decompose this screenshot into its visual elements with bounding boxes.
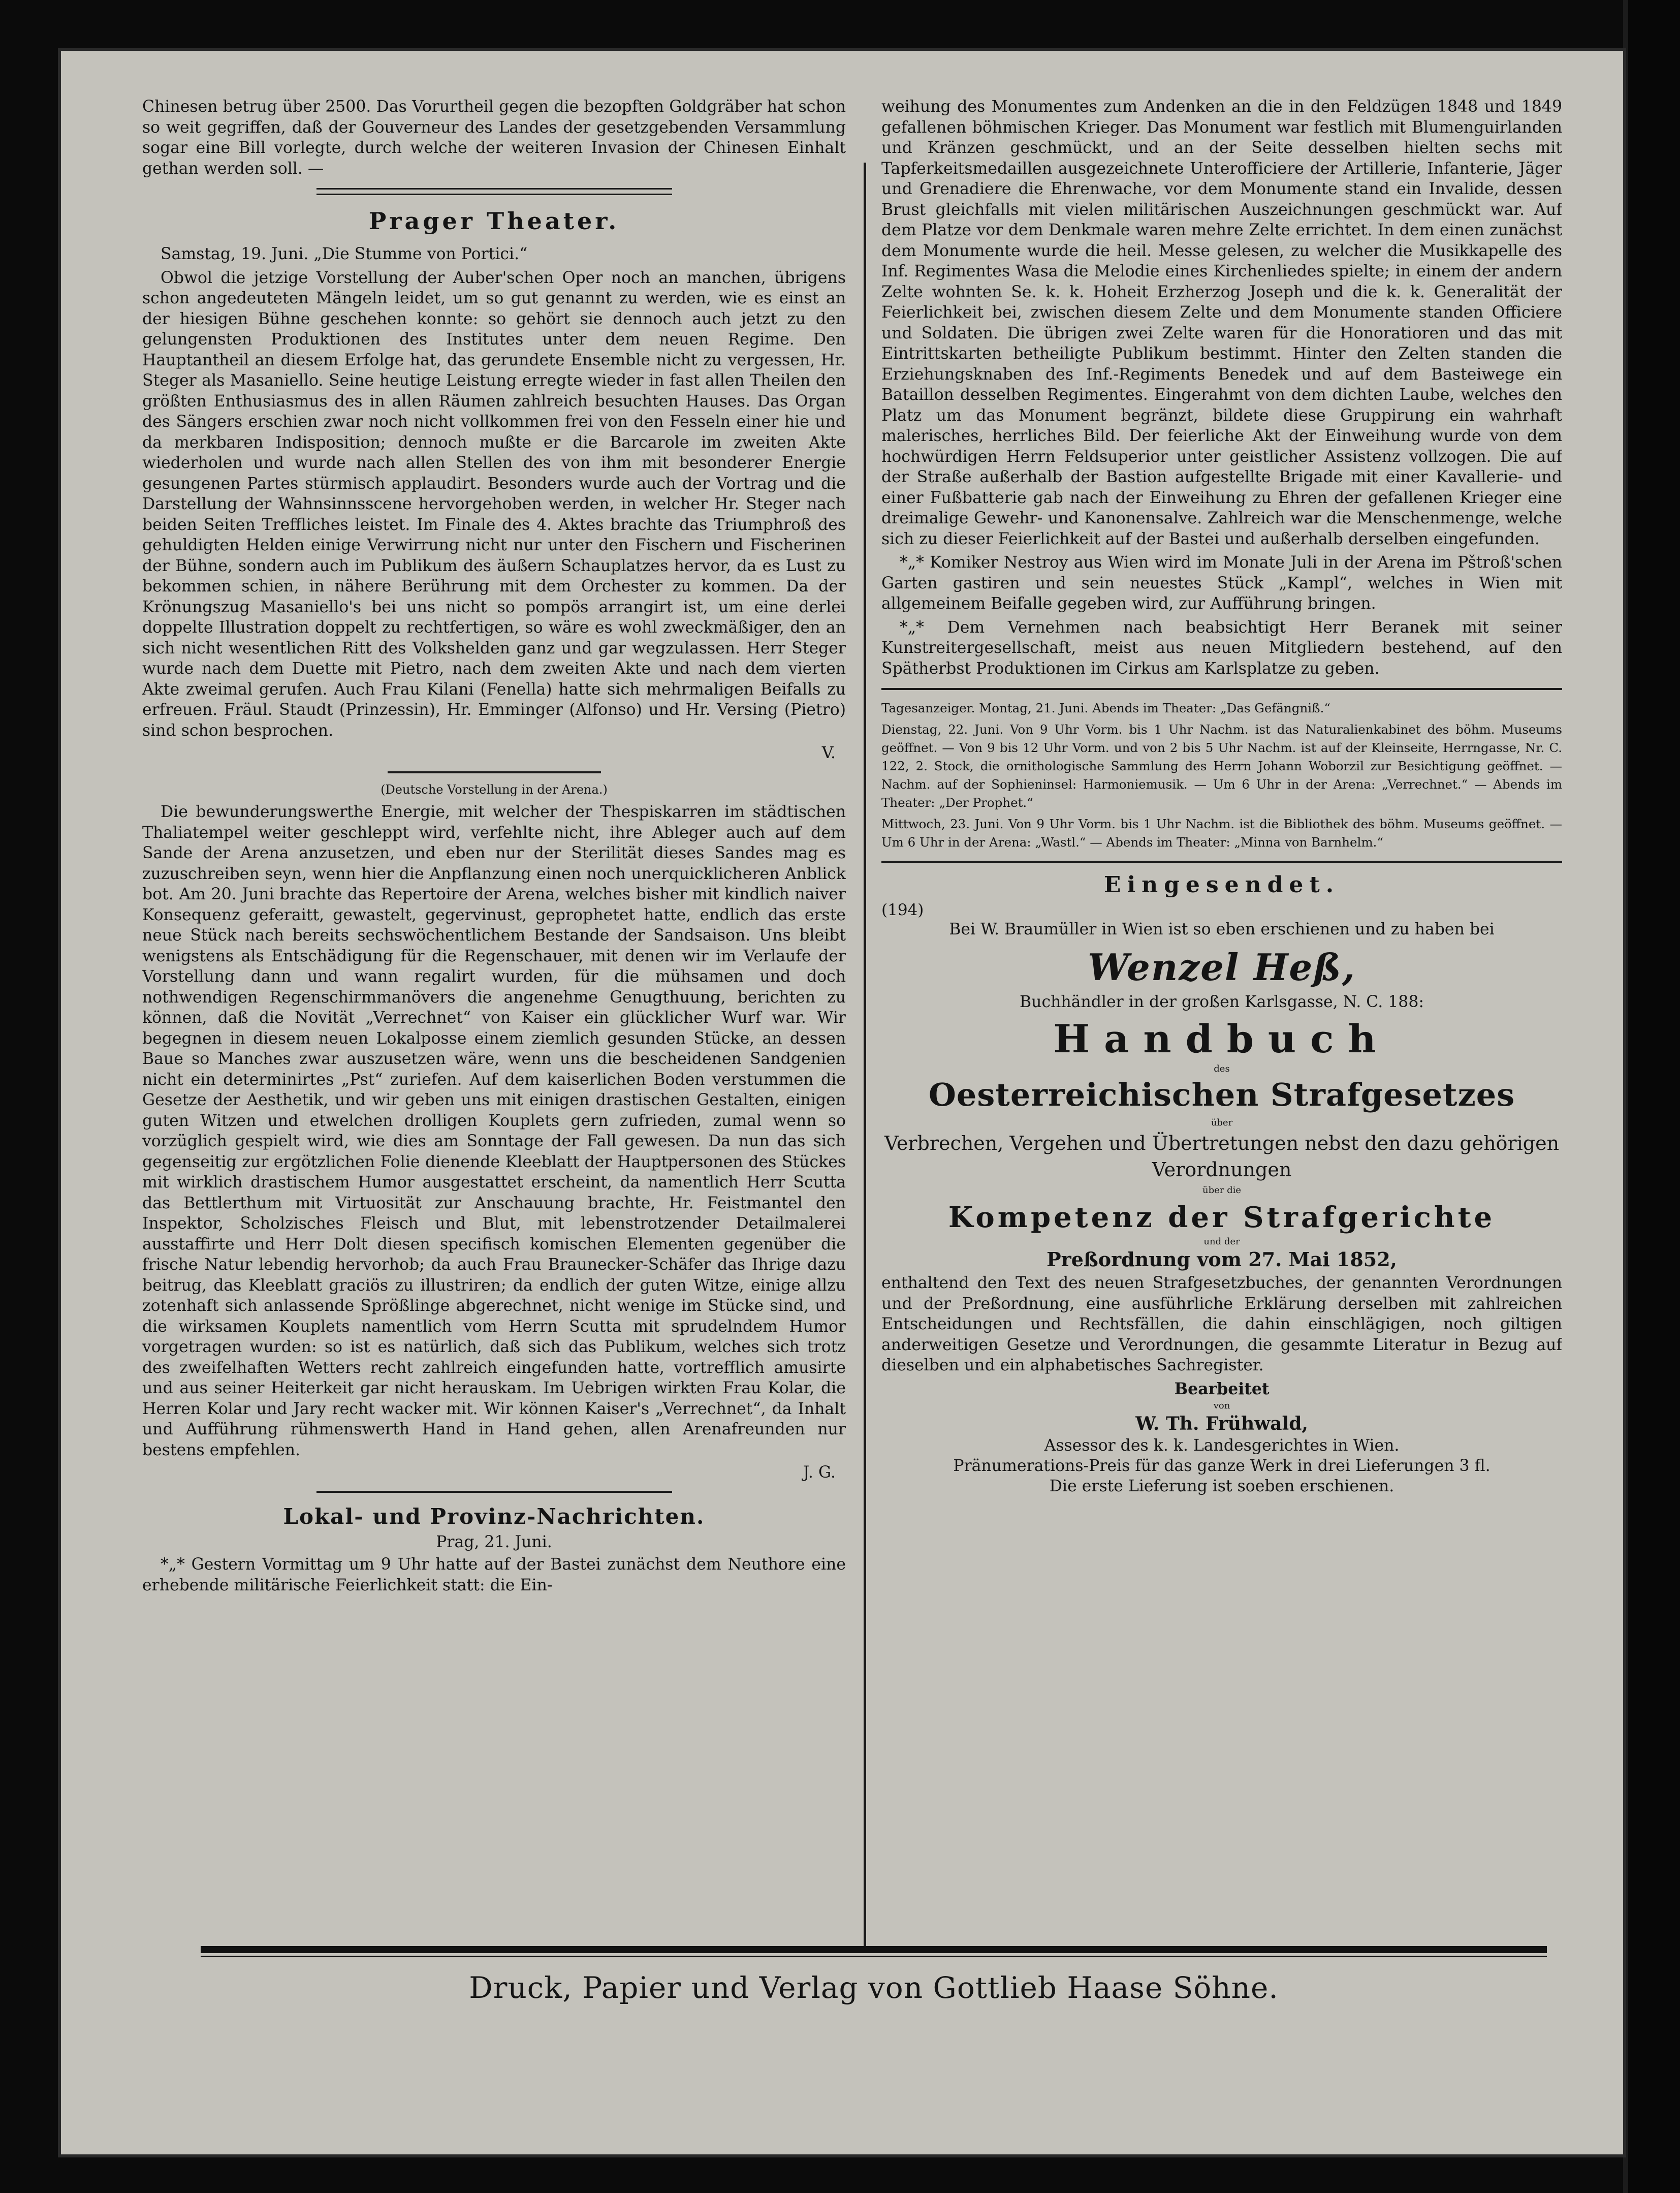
nestroy-paragraph: *„* Komiker Nestroy aus Wien wird im Monate Juli in der Arena im Pštroß'schen Garten gastiren und sein neuestes Stück „Kampl“, welches in Wien mit allgemeinem Beifalle gegeben wird, zur Aufführung bringen. [881,553,1562,613]
monument-paragraph: weihung des Monumentes zum Andenken an die in den Feldzügen 1848 und 1849 gefallenen böhmischen Krieger. Das Monument war festlich mit Blumenguirlanden und Kränzen geschmückt, und an der Seite desselben hielten sechs mit Tapferkeitsmedaillen ausgezeichnete Unterofficiere der Artillerie, Infanterie, Jäger und Grenadiere die Ehrenwache, vor dem Monumente stand ein Invalide, dessen Brust gleichfalls mit vielen militärischen Auszeichnungen geschmückt war. Auf dem Platze vor dem Denkmale waren mehre Zelte errichtet. In dem einen zunächst dem Monumente wurde die heil. Messe gelesen, zu welcher die Musikkapelle des Inf. Regimentes Wasa die Melodie eines Kirchenliedes spielte; in einem der andern Zelte wohnten Se. k. k. Hoheit Erzherzog Joseph und die k. k. Generalität der Feierlichkeit bei, zwischen diesem Zelte und dem Monumente standen Officiere und Soldaten. Die übrigen zwei Zelte waren für die Honoratioren und das mit Eintrittskarten betheiligte Publikum bestimmt. Hinter den Zelten standen die Erziehungsknaben des Inf.-Regiments Benedek und auf dem Basteiwege ein Bataillon desselben Regimentes. Eingerahmt von dem dichten Laube, welches den Platz um das Monument begränzt, bildete diese Gruppirung ein wahrhaft malerisches, herrliches Bild. Der feierliche Akt der Einweihung wurde von dem hochwürdigen Herrn Feldsuperior unter geistlicher Assistenz vollzogen. Die auf der Straße außerhalb der Bastion aufgestellte Brigade mit einer Kavallerie- und einer Fußbatterie gab nach der Einweihung zu Ehren der gefallenen Krieger eine dreimalige Gewehr- und Kanonensalve. Zahlreich war die Menschenmenge, welche sich zu dieser Feierlichkeit auf der Bastei und außerhalb derselben eingefunden. [881,98,1562,548]
ad-title-handbuch: Handbuch [1053,1016,1390,1061]
ad-title-strafgesetz: Oesterreichischen Strafgesetzes [928,1076,1515,1113]
ad-description: enthaltend den Text des neuen Strafgesetzbuches, der genannten Verordnungen und der Preßordnung, eine ausführliche Erklärung derselben mit zahlreichen Entscheidungen und Rechtsfällen, die dahin einschlägigen, noch giltigen anderweitigen Gesetze und Verordnungen, die gesammte Literatur in Bezug auf dieselben und ein alphabetisches Sachregister. [881,1274,1562,1374]
tagesanzeiger-monday: Tagesanzeiger. Montag, 21. Juni. Abends im Theater: „Das Gefängniß.“ [881,701,1330,715]
ad-ueber-die: über die [1202,1185,1242,1196]
ad-subtitle: Verbrechen, Vergehen und Übertretungen nebst den dazu gehörigen Verordnungen [884,1132,1560,1181]
scan-edge [1623,0,1628,2193]
scan-border-right [1624,0,1680,2193]
section-rule [316,1491,672,1493]
section-rule [881,688,1562,690]
tagesanzeiger-tuesday: Dienstag, 22. Juni. Von 9 Uhr Vorm. bis 1 Uhr Nachm. ist das Naturalienkabinet des böhm. Museums geöffnet. — Von 9 bis 12 Uhr Vorm. und von 2 bis 5 Uhr Nachm. ist auf der Kleinseite, Herrngasse, Nr. C. 122, 2. Stock, die ornithologische Sammlung des Herrn Johann Woborzil zur Besichtigung geöffnet. — Nachm. auf der Sophieninsel: Harmoniemusik. — Um 6 Uhr in der Arena: „Verrechnet.“ — Abends im Theater: „Der Prophet.“ [881,722,1562,810]
ad-des: des [1214,1063,1230,1074]
lokal-paragraph: *„* Gestern Vormittag um 9 Uhr hatte auf der Bastei zunächst dem Neuthore eine erhebende militärische Feierlichkeit statt: die Ein- [142,1555,846,1594]
footer-rule [201,1946,1547,1953]
arena-signature: J. G. [803,1463,836,1482]
ad-publisher-line: Bei W. Braumüller in Wien ist so eben erschienen und zu haben bei [949,920,1495,938]
ad-und-der: und der [1203,1236,1240,1247]
footer-rule-thin [201,1956,1547,1957]
right-column [881,97,1562,1936]
ad-von: von [1213,1400,1230,1411]
beranek-paragraph: *„* Dem Vernehmen nach beabsichtigt Herr Beranek mit seiner Kunstreitergesellschaft, meist aus neuen Mitgliedern bestehend, auf den Spätherbst Produktionen im Cirkus am Karlsplatze zu geben. [881,618,1562,678]
ad-price: Pränumerations-Preis für das ganze Werk in drei Lieferungen 3 fl. [953,1456,1491,1475]
ad-bearbeitet: Bearbeitet [1174,1379,1270,1398]
imprint-line: Druck, Papier und Verlag von Gottlieb Haase Söhne. [469,1970,1279,2005]
column-divider [864,163,866,1951]
intro-paragraph: Chinesen betrug über 2500. Das Vorurtheil gegen die bezopften Goldgräber hat schon so weit gegriffen, daß der Gouverneur des Landes der gesetzgebenden Versammlung sogar eine Bill vorlegte, durch welche der weiteren Invasion der Chinesen Einhalt gethan werden soll. — [142,98,846,178]
ad-author: W. Th. Frühwald, [1135,1413,1308,1434]
ad-bookseller: Wenzel Heß, [1088,946,1356,989]
section-rule [388,771,601,773]
ad-number: (194) [881,901,924,919]
ad-address: Buchhändler in der großen Karlsgasse, N. C. 188: [1020,993,1424,1011]
section-rule [316,188,672,195]
theater-date: Samstag, 19. Juni. „Die Stumme von Portici.“ [161,245,528,263]
arena-subheading: (Deutsche Vorstellung in der Arena.) [381,782,608,797]
theater-signature: V. [821,744,836,762]
ad-pressordnung: Preßordnung vom 27. Mai 1852, [1047,1248,1397,1271]
lokal-heading: Lokal- und Provinz-Nachrichten. [283,1504,705,1529]
ad-first-delivery: Die erste Lieferung ist soeben erschienen. [1049,1477,1394,1495]
left-column [142,97,846,1936]
tagesanzeiger-wednesday: Mittwoch, 23. Juni. Von 9 Uhr Vorm. bis 1 Uhr Nachm. ist die Bibliothek des böhm. Museums geöffnet. — Um 6 Uhr in der Arena: „Wastl.“ — Abends im Theater: „Minna von Barnhelm.“ [881,817,1562,850]
ad-title-kompetenz: Kompetenz der Strafgerichte [948,1201,1496,1234]
lokal-dateline: Prag, 21. Juni. [436,1533,552,1551]
section-rule [881,861,1562,863]
ad-author-title: Assessor des k. k. Landesgerichtes in Wien. [1044,1436,1400,1455]
theater-review: Obwol die jetzige Vorstellung der Auber'schen Oper noch an manchen, übrigens schon angedeuteten Mängeln leidet, um so gut genannt zu werden, wie es einst an der hiesigen Bühne geschehen konnte: so gehört sie dennoch auch jetzt zu den gelungensten Produktionen des Institutes unter dem neuen Regime. Den Hauptantheil an diesem Erfolge hat, das gerundete Ensemble nicht zu vergessen, Hr. Steger als Masaniello. Seine heutige Leistung erregte wieder in fast allen Theilen den größten Enthusiasmus des in allen Räumen zahlreich besuchten Hauses. Das Organ des Sängers erschien zwar noch nicht vollkommen frei von den Fesseln einer hie und da merkbaren Indisposition; dennoch mußte er die Barcarole im zweiten Akte wiederholen und wurde nach allen Stellen des von ihm mit besonderer Energie gesungenen Partes stürmisch applaudirt. Besonders wurde auch der Vortrag und die Darstellung der Wahnsinnsscene hervorgehoben werden, in welcher Hr. Steger nach beiden Seiten Treffliches leistet. Im Finale des 4. Aktes brachte das Triumphroß des gehuldigten Helden einige Verwirrung nicht nur unter den Fischern und Fischerinen der Bühne, sondern auch im Publikum des äußern Schauplatzes hervor, da es Lust zu bekommen schien, in nähere Berührung mit dem Orchester zu kommen. Da der Krönungszug Masaniello's bei uns nicht so pompös arrangirt ist, um eine derlei doppelte Illustration doppelt zu rechtfertigen, so wäre es wohl zweckmäßiger, den an sich nicht wesentlichen Ritt des Volkshelden ganz und gar wegzulassen. Herr Steger wurde nach dem Duette mit Pietro, nach dem zweiten Akte und nach dem vierten Akte zweimal gerufen. Auch Frau Kilani (Fenella) hatte sich mehrmaligen Beifalls zu erfreuen. Fräul. Staudt (Prinzessin), Hr. Emminger (Alfonso) und Hr. Versing (Pietro) sind schon besprochen. [142,268,846,740]
theater-heading: Prager Theater. [368,207,620,235]
eingesendet-heading: Eingesendet. [1103,872,1340,898]
ad-ueber: über [1211,1117,1233,1128]
arena-review: Die bewunderungswerthe Energie, mit welcher der Thespiskarren im städtischen Thaliatempel weiter geschleppt wird, verfehlte nicht, ihre Ableger auch auf dem Sande der Arena anzusetzen, und eben nur der Sterilität dieses Sandes mag es zuzuschreiben seyn, wenn hier die Anpflanzung einen noch unerquicklicheren Anblick bot. Am 20. Juni brachte das Repertoire der Arena, welches bisher mit kindlich naiver Konsequenz geferaitt, gewastelt, gegervinust, geprophetet hatte, endlich das erste neue Stück nach bereits sechswöchentlichem Bestande der Sandsaison. Uns bleibt wenigstens als Entschädigung für die Regenschauer, mit denen wir im Verlaufe der Vorstellung dann und wann regalirt wurden, für die mühsamen und doch nothwendigen Regenschirmmanövers die angenehme Genugthuung, berichten zu können, daß die Novität „Verrechnet“ von Kaiser ein glücklicher Wurf war. Wir begegnen in diesem neuen Lokalposse einem ziemlich gesunden Stücke, an dessen Baue so Manches zwar auszusetzen wäre, wenn uns die bescheidenen Sandgenien nicht ein determinirtes „Pst“ zuriefen. Auf dem kaiserlichen Boden verstummen die Gesetze der Aesthetik, und wir geben uns mit einigen drastischen Gestalten, einigen guten Witzen und etwelchen drolligen Kouplets gern zufrieden, zumal wenn so vorzüglich gespielt wird, wie dies am Sonntage der Fall gewesen. Da nun das sich gegenseitig zur ergötzlichen Folie dienende Kleeblatt der Hauptpersonen des Stückes mit wirklich drastischem Humor ausgestattet erscheint, da namentlich Herr Scutta das Bettlerthum mit Virtuosität zur Anschauung brachte, Hr. Feistmantel den Inspektor, Scholzisches Fleisch und Blut, mit lebenstrotzender Detailmalerei ausstaffirte und Herr Dolt diesen specifisch komischen Elementen gegenüber die frische Natur lebendig hervorhob; da auch Frau Braunecker-Schäfer das Ihrige dazu beitrug, das Kleeblatt graciös zu illustriren; da endlich der guten Witze, einige allzu zotenhaft sich anlassende Sprößlinge abgerechnet, nicht wenige im Stücke sind, und die wirksamen Kouplets namentlich vom Herrn Scutta mit sprudelndem Humor vorgetragen wurden: so ist es natürlich, daß sich das Publikum, welches sich trotz des zweifelhaften Wetters recht zahlreich eingefunden hatte, vortrefflich amusirte und aus seiner Heiterkeit gar nicht herauskam. Im Uebrigen wirkten Frau Kolar, die Herren Kolar und Jary recht wacker mit. Wir können Kaiser's „Verrechnet“, da Inhalt und Aufführung rühmenswerth Hand in Hand gehen, allen Arenafreunden nur bestens empfehlen. [142,803,846,1459]
